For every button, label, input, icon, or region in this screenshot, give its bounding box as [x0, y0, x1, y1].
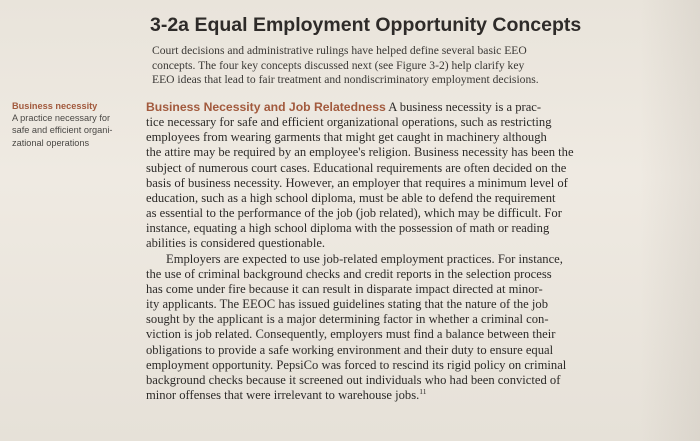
paragraph-line: sought by the applicant is a major determining factor in whether a criminal con-: [146, 312, 549, 327]
paragraph-line: ity applicants. The EEOC has issued guidelines stating that the nature of the job: [146, 297, 548, 312]
page-shadow: [640, 0, 700, 441]
intro-paragraph: [152, 44, 612, 88]
paragraph-line: education, such as a high school diploma, must be able to defend the requirement: [146, 190, 556, 205]
paragraph-line: viction is job related. Consequently, employers must find a balance between their: [146, 327, 556, 342]
paragraph-line: tice necessary for safe and efficient organizational operations, such as restricting: [146, 115, 552, 130]
paragraph-line: Employers are expected to use job-related employment practices. For instance,: [166, 251, 563, 266]
intro-line: Court decisions and administrative rulings have helped define several basic EEO: [152, 44, 527, 57]
paragraph-line: subject of numerous court cases. Educational requirements are often decided on the: [146, 160, 567, 175]
paragraph-line: the attire may be required by an employee's religion. Business necessity has been the: [146, 145, 574, 160]
margin-term: Business necessity: [12, 101, 98, 111]
margin-definition: [12, 100, 137, 149]
paragraph1-line-rest: A business necessity is a prac-: [385, 100, 542, 114]
body-text: [146, 100, 636, 403]
intro-line: EEO ideas that lead to fair treatment and nondiscriminatory employment decisions.: [152, 73, 539, 86]
section-heading: 3-2a Equal Employment Opportunity Concepts: [150, 14, 582, 36]
footnote-marker: 11: [419, 386, 427, 396]
margin-definition-line: safe and efficient organi-: [12, 125, 113, 136]
paragraph-line: employees from wearing garments that might get caught in machinery although: [146, 130, 547, 145]
paragraph-line: obligations to provide a safe working environment and their duty to ensure equal: [146, 342, 554, 357]
margin-definition-line: A practice necessary for: [12, 113, 111, 124]
paragraph-last-line: [146, 388, 636, 403]
paragraph-line: abilities is considered questionable.: [146, 236, 326, 251]
paragraph-line: background checks because it screened out individuals who had been convicted of: [146, 372, 561, 387]
paragraph-line: employment opportunity. PepsiCo was forced to rescind its rigid policy on criminal: [146, 357, 567, 372]
paragraph-subhead: Business Necessity and Job Relatedness: [146, 100, 386, 114]
paragraph1-first-line: [146, 100, 636, 115]
paragraph-line: has come under fire because it can result in disparate impact directed at minor-: [146, 281, 543, 296]
paragraph-line: the use of criminal background checks and credit reports in the selection process: [146, 266, 552, 281]
paragraph-line: instance, equating a high school diploma with the possession of math or reading: [146, 221, 550, 236]
intro-line: concepts. The four key concepts discussed next (see Figure 3-2) help clarify key: [152, 58, 525, 72]
paragraph-line: basis of business necessity. However, an employer that requires a minimum level of: [146, 175, 568, 190]
margin-definition-line: zational operations: [12, 137, 90, 148]
paragraph-line-text: minor offenses that were irrelevant to warehouse jobs.: [146, 387, 420, 402]
paragraph-line: as essential to the performance of the job (job related), which may be difficult. For: [146, 206, 562, 221]
